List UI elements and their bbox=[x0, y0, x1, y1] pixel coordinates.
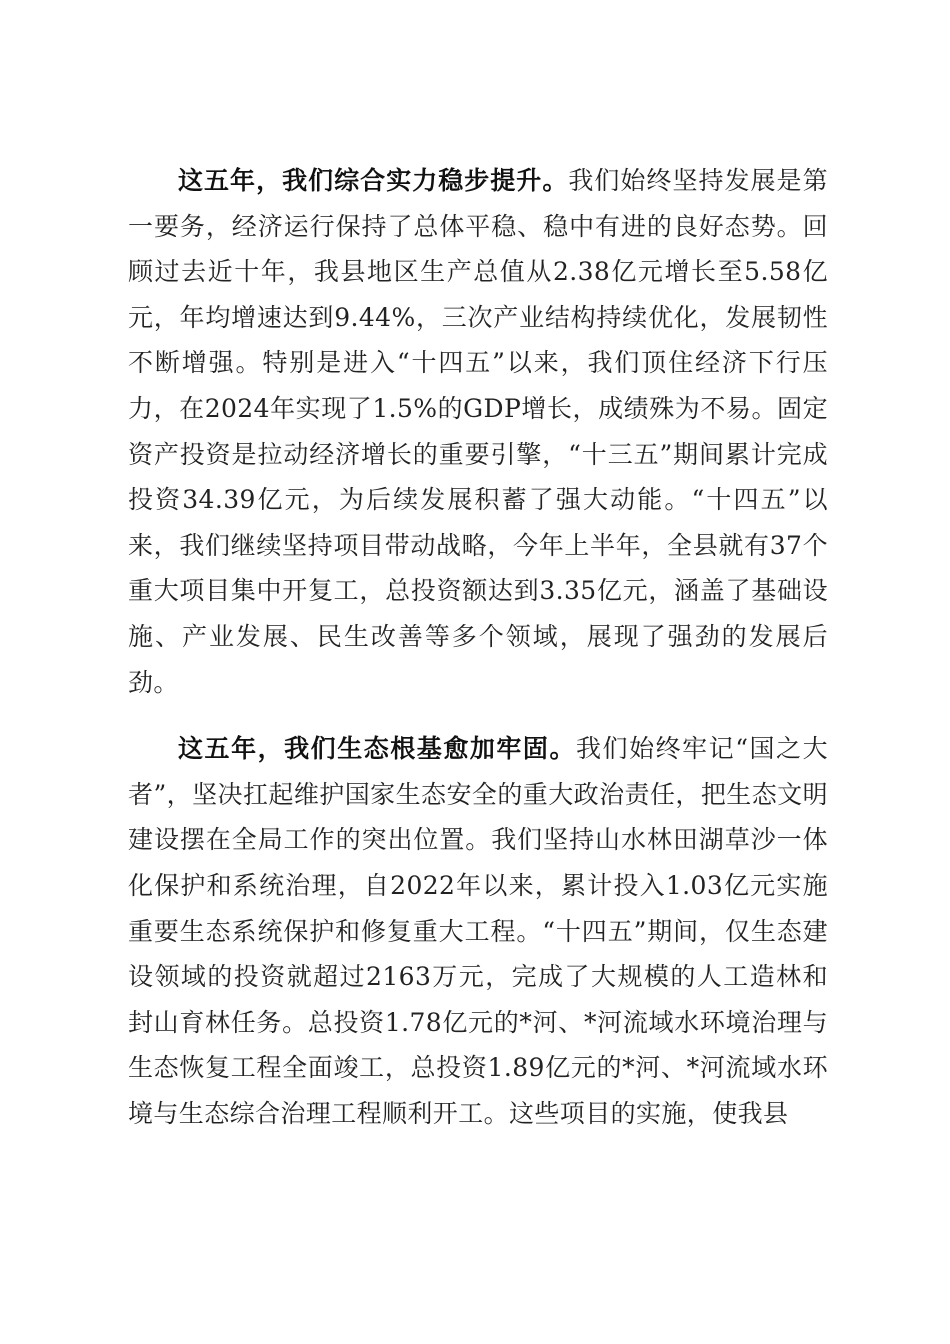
paragraph-lead: 这五年，我们综合实力稳步提升。 bbox=[178, 166, 569, 195]
paragraph-ecological-foundation bbox=[128, 726, 828, 1136]
document-body bbox=[128, 158, 828, 1157]
paragraph-body: 我们始终坚持发展是第一要务，经济运行保持了总体平稳、稳中有进的良好态势。回顾过去近十年，我县地区生产总值从2.38亿元增长至5.58亿元，年均增速达到9.44%，三次产业结构持续优化，发展韧性不断增强。特别是进入“十四五”以来，我们顶住经济下行压力，在2024年实现了1.5%的GDP增长，成绩殊为不易。固定资产投资是拉动经济增长的重要引擎，“十三五”期间累计完成投资34.39亿元，为后续发展积蓄了强大动能。“十四五”以来，我们继续坚持项目带动战略，今年上半年，全县就有37个重大项目集中开复工，总投资额达到3.35亿元，涵盖了基础设施、产业发展、民生改善等多个领域，展现了强劲的发展后劲。 bbox=[128, 166, 828, 697]
paragraph-body: 我们始终牢记“国之大者”，坚决扛起维护国家生态安全的重大政治责任，把生态文明建设摆在全局工作的突出位置。我们坚持山水林田湖草沙一体化保护和系统治理，自2022年以来，累计投入1.03亿元实施重要生态系统保护和修复重大工程。“十四五”期间，仅生态建设领域的投资就超过2163万元，完成了大规模的人工造林和封山育林任务。总投资1.78亿元的*河、*河流域水环境治理与生态恢复工程全面竣工，总投资1.89亿元的*河、*河流域水环境与生态综合治理工程顺利开工。这些项目的实施，使我县 bbox=[128, 734, 828, 1128]
paragraph-economic-strength bbox=[128, 158, 828, 705]
paragraph-lead: 这五年，我们生态根基愈加牢固。 bbox=[178, 734, 576, 764]
